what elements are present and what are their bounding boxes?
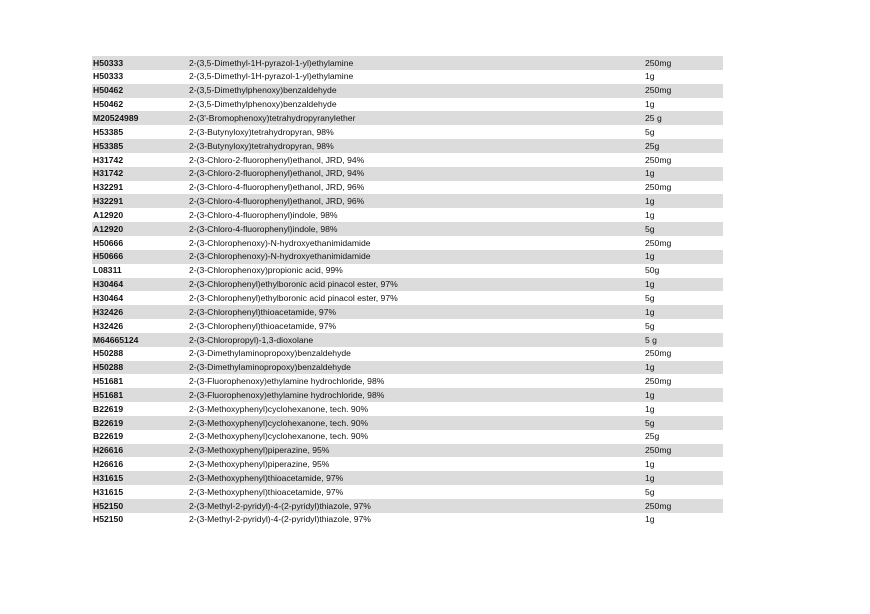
- quantity-cell: 250mg: [645, 445, 672, 456]
- quantity-cell: 250mg: [645, 500, 672, 511]
- product-code-cell: H51681: [93, 376, 124, 387]
- table-row: [92, 374, 723, 388]
- product-name-cell: 2-(3-Chlorophenyl)ethylboronic acid pinacol ester, 97%: [189, 292, 398, 303]
- product-name-cell: 2-(3-Fluorophenoxy)ethylamine hydrochloride, 98%: [189, 389, 385, 400]
- quantity-cell: 5g: [645, 320, 655, 331]
- quantity-cell: 1g: [645, 306, 655, 317]
- product-code-cell: H50333: [93, 57, 124, 68]
- product-code-cell: B22619: [93, 417, 124, 428]
- product-code-cell: H30464: [93, 279, 124, 290]
- table-row: [92, 402, 723, 416]
- product-name-cell: 2-(3-Methyl-2-pyridyl)-4-(2-pyridyl)thiazole, 97%: [189, 500, 371, 511]
- table-row: [92, 125, 723, 139]
- product-code-cell: A12920: [93, 209, 124, 220]
- quantity-cell: 5g: [645, 417, 655, 428]
- product-name-cell: 2-(3,5-Dimethyl-1H-pyrazol-1-yl)ethylamine: [189, 71, 354, 82]
- table-row: [92, 416, 723, 430]
- table-row: [92, 208, 723, 222]
- quantity-cell: 1g: [645, 514, 655, 525]
- table-row: [92, 499, 723, 513]
- table-row: [92, 388, 723, 402]
- quantity-cell: 250mg: [645, 57, 672, 68]
- table-row: [92, 167, 723, 181]
- table-row: [92, 222, 723, 236]
- quantity-cell: 25g: [645, 431, 660, 442]
- table-row: [92, 319, 723, 333]
- product-code-cell: H26616: [93, 459, 124, 470]
- product-name-cell: 2-(3-Methoxyphenyl)thioacetamide, 97%: [189, 486, 344, 497]
- table-row: [92, 70, 723, 84]
- table-row: [92, 139, 723, 153]
- table-row: [92, 361, 723, 375]
- product-code-cell: H32426: [93, 306, 124, 317]
- table-row: [92, 305, 723, 319]
- product-code-cell: H53385: [93, 126, 124, 137]
- product-name-cell: 2-(3-Methoxyphenyl)piperazine, 95%: [189, 459, 330, 470]
- quantity-cell: 1g: [645, 279, 655, 290]
- quantity-cell: 5g: [645, 223, 655, 234]
- product-name-cell: 2-(3-Methoxyphenyl)cyclohexanone, tech. 90%: [189, 403, 369, 414]
- quantity-cell: 1g: [645, 459, 655, 470]
- table-row: [92, 98, 723, 112]
- quantity-cell: 1g: [645, 362, 655, 373]
- table-row: [92, 264, 723, 278]
- product-code-cell: H31615: [93, 472, 124, 483]
- quantity-cell: 250mg: [645, 182, 672, 193]
- product-name-cell: 2-(3-Chloro-2-fluorophenyl)ethanol, JRD, 94%: [189, 168, 365, 179]
- table-row: [92, 485, 723, 499]
- product-name-cell: 2-(3,5-Dimethylphenoxy)benzaldehyde: [189, 99, 337, 110]
- product-name-cell: 2-(3'-Bromophenoxy)tetrahydropyranylether: [189, 113, 356, 123]
- product-code-cell: H32291: [93, 196, 124, 207]
- quantity-cell: 5 g: [645, 334, 657, 345]
- table-row: [92, 347, 723, 361]
- product-name-cell: 2-(3-Chloro-4-fluorophenyl)ethanol, JRD, 96%: [189, 182, 365, 193]
- product-code-cell: H50666: [93, 237, 124, 248]
- product-name-cell: 2-(3-Chloro-2-fluorophenyl)ethanol, JRD, 94%: [189, 154, 365, 165]
- product-name-cell: 2-(3-Dimethylaminopropoxy)benzaldehyde: [189, 348, 351, 359]
- table-row: [92, 181, 723, 195]
- quantity-cell: 250mg: [645, 376, 672, 387]
- product-name-cell: 2-(3-Chlorophenyl)ethylboronic acid pinacol ester, 97%: [189, 279, 398, 290]
- product-name-cell: 2-(3-Methoxyphenyl)piperazine, 95%: [189, 445, 330, 456]
- product-name-cell: 2-(3-Methoxyphenyl)cyclohexanone, tech. 90%: [189, 431, 369, 442]
- product-code-cell: H51681: [93, 389, 124, 400]
- quantity-cell: 1g: [645, 71, 655, 82]
- product-name-cell: 2-(3-Chloro-4-fluorophenyl)ethanol, JRD, 96%: [189, 196, 365, 207]
- product-code-cell: H53385: [93, 140, 124, 151]
- quantity-cell: 1g: [645, 389, 655, 400]
- quantity-cell: 25 g: [645, 113, 662, 123]
- product-name-cell: 2-(3-Chlorophenoxy)-N-hydroxyethanimidamide: [189, 237, 371, 248]
- quantity-cell: 1g: [645, 168, 655, 179]
- product-code-cell: H52150: [93, 500, 124, 511]
- product-name-cell: 2-(3-Butynyloxy)tetrahydropyran, 98%: [189, 126, 334, 137]
- quantity-cell: 50g: [645, 265, 660, 276]
- product-code-cell: H32291: [93, 182, 124, 193]
- table-row: [92, 84, 723, 98]
- product-name-cell: 2-(3-Butynyloxy)tetrahydropyran, 98%: [189, 140, 334, 151]
- product-code-cell: B22619: [93, 403, 124, 414]
- quantity-cell: 250mg: [645, 348, 672, 359]
- product-code-cell: H50288: [93, 348, 124, 359]
- product-code-cell: H50462: [93, 99, 124, 110]
- product-code-cell: H26616: [93, 445, 124, 456]
- product-name-cell: 2-(3,5-Dimethyl-1H-pyrazol-1-yl)ethylamine: [189, 57, 354, 68]
- table-row: [92, 153, 723, 167]
- quantity-cell: 1g: [645, 251, 655, 262]
- product-name-cell: 2-(3-Methoxyphenyl)thioacetamide, 97%: [189, 472, 344, 483]
- table-row: [92, 291, 723, 305]
- product-name-cell: 2-(3-Chloropropyl)-1,3-dioxolane: [189, 334, 314, 345]
- quantity-cell: 1g: [645, 99, 655, 110]
- product-name-cell: 2-(3,5-Dimethylphenoxy)benzaldehyde: [189, 85, 337, 96]
- product-name-cell: 2-(3-Chlorophenoxy)-N-hydroxyethanimidamide: [189, 251, 371, 262]
- product-code-cell: M20524989: [93, 113, 139, 123]
- quantity-cell: 1g: [645, 472, 655, 483]
- table-row: [92, 333, 723, 347]
- product-code-cell: B22619: [93, 431, 124, 442]
- product-name-cell: 2-(3-Dimethylaminopropoxy)benzaldehyde: [189, 362, 351, 373]
- table-row: [92, 111, 723, 125]
- table-row: [92, 236, 723, 250]
- product-table: [92, 56, 723, 527]
- product-code-cell: H50333: [93, 71, 124, 82]
- product-name-cell: 2-(3-Chlorophenyl)thioacetamide, 97%: [189, 320, 337, 331]
- quantity-cell: 250mg: [645, 85, 672, 96]
- table-row: [92, 194, 723, 208]
- quantity-cell: 250mg: [645, 237, 672, 248]
- product-code-cell: H50288: [93, 362, 124, 373]
- product-code-cell: H30464: [93, 292, 124, 303]
- product-name-cell: 2-(3-Fluorophenoxy)ethylamine hydrochloride, 98%: [189, 376, 385, 387]
- product-code-cell: H31615: [93, 486, 124, 497]
- product-code-cell: L08311: [93, 265, 122, 276]
- product-code-cell: H31742: [93, 168, 124, 179]
- table-row: [92, 430, 723, 444]
- quantity-cell: 1g: [645, 196, 655, 207]
- table-row: [92, 513, 723, 527]
- product-code-cell: H52150: [93, 514, 124, 525]
- quantity-cell: 5g: [645, 292, 655, 303]
- table-row: [92, 444, 723, 458]
- product-code-cell: H50666: [93, 251, 124, 262]
- quantity-cell: 25g: [645, 140, 660, 151]
- product-name-cell: 2-(3-Methoxyphenyl)cyclohexanone, tech. 90%: [189, 417, 369, 428]
- table-row: [92, 278, 723, 292]
- product-code-cell: H32426: [93, 320, 124, 331]
- table-row: [92, 457, 723, 471]
- product-name-cell: 2-(3-Methyl-2-pyridyl)-4-(2-pyridyl)thiazole, 97%: [189, 514, 371, 525]
- quantity-cell: 1g: [645, 403, 655, 414]
- table-row: [92, 471, 723, 485]
- product-name-cell: 2-(3-Chloro-4-fluorophenyl)indole, 98%: [189, 209, 338, 220]
- quantity-cell: 5g: [645, 126, 655, 137]
- table-row: [92, 56, 723, 70]
- quantity-cell: 250mg: [645, 154, 672, 165]
- table-row: [92, 250, 723, 264]
- product-code-cell: A12920: [93, 223, 124, 234]
- product-code-cell: H31742: [93, 154, 124, 165]
- quantity-cell: 1g: [645, 209, 655, 220]
- quantity-cell: 5g: [645, 486, 655, 497]
- product-name-cell: 2-(3-Chloro-4-fluorophenyl)indole, 98%: [189, 223, 338, 234]
- product-name-cell: 2-(3-Chlorophenoxy)propionic acid, 99%: [189, 265, 343, 276]
- product-code-cell: M64665124: [93, 334, 139, 345]
- product-code-cell: H50462: [93, 85, 124, 96]
- product-name-cell: 2-(3-Chlorophenyl)thioacetamide, 97%: [189, 306, 337, 317]
